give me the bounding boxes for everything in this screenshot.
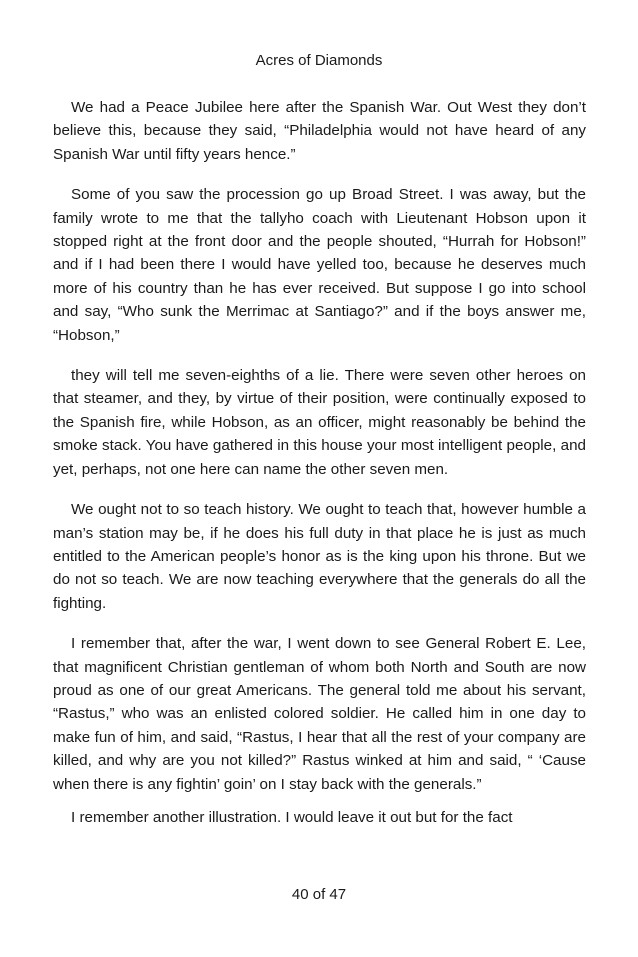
paragraph: they will tell me seven-eighths of a lie. There were seven other heroes on that steamer, and they, by virtue of their position, were continually exposed to the Spanish fire, while Hobson, as an officer, might reasonably be behind the smoke stack. You have gathered in this house your most intelligent people, and yet, perhaps, not one here can name the other seven men. <box>53 367 586 478</box>
body-text <box>53 96 586 846</box>
paragraph: I remember another illustration. I would leave it out but for the fact <box>71 808 513 826</box>
paragraph: I remember that, after the war, I went down to see General Robert E. Lee, that magnificent Christian gentleman of whom both North and South are now proud as one of our great Americans. The general told me about his servant, “Rastus,” who was an enlisted colored soldier. He called him in one day to make fun of him, and said, “Rastus, I hear that all the rest of your company are killed, and why are you not killed?” Rastus winked at him and said, “ ‘Cause when there is any fightin’ goin’ on I stay back with the generals.” <box>53 635 586 793</box>
paragraph: We had a Peace Jubilee here after the Spanish War. Out West they don’t believe this, because they said, “Philadelphia would not have heard of any Spanish War until fifty years hence.” <box>53 99 586 163</box>
paragraph: Some of you saw the procession go up Broad Street. I was away, but the family wrote to me that the tallyho coach with Lieutenant Hobson upon it stopped right at the front door and the people shouted, “Hurrah for Hobson!” and if I had been there I would have yelled too, because he deserves much more of his country than he has ever received. But suppose I go into school and say, “Who sunk the Merrimac at Santiago?” and if the boys answer me, “Hobson,” <box>53 186 586 344</box>
paragraph: We ought not to so teach history. We ought to teach that, however humble a man’s station may be, if he does his full duty in that place he is just as much entitled to the American people’s honor as is the king upon his throne. But we do not so teach. We are now teaching everywhere that the generals do all the fighting. <box>53 501 586 612</box>
page-number: 40 of 47 <box>291 886 347 903</box>
running-head: Acres of Diamonds <box>255 52 383 69</box>
